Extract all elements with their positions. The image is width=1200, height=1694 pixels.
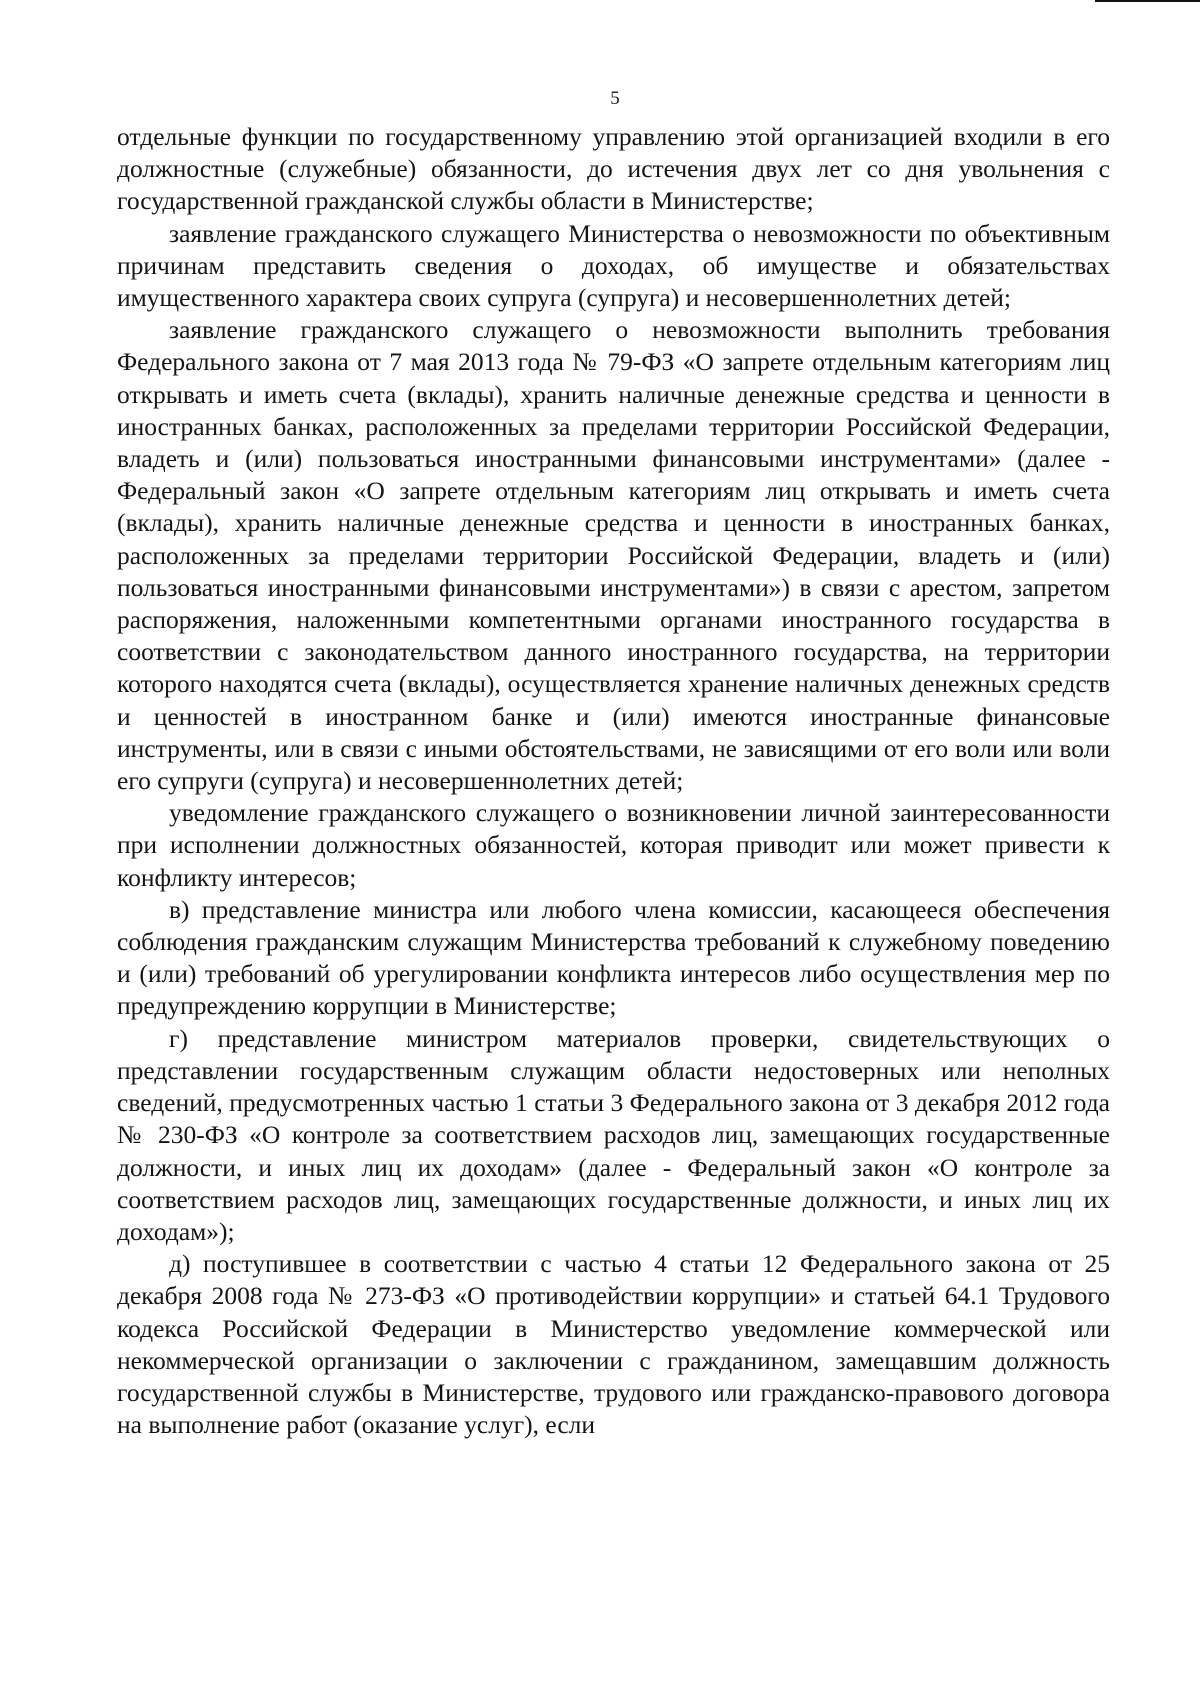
- paragraph-foreign-accounts-statement: заявление гражданского служащего о невозможности выполнить требования Федерального закона от 7 мая 2013 года № 79-ФЗ «О запрете отдельным категориям лиц открывать и иметь счета (вклады), хранить наличные денежные средства и ценности в иностранных банках, расположенных за пределами территории Российской Федерации, владеть и (или) пользоваться иностранными финансовыми инструментами» (далее - Федеральный закон «О запрете отдельным категориям лиц открывать и иметь счета (вклады), хранить наличные денежные средства и ценности в иностранных банках, расположенных за пределами территории Российской Федерации, владеть и (или) пользоваться иностранными финансовыми инструментами») в связи с арестом, запретом распоряжения, наложенными компетентными органами иностранного государства в соответствии с законодательством данного иностранного государства, на территории которого находятся счета (вклады), осуществляется хранение наличных денежных средств и ценностей в иностранном банке и (или) имеются иностранные финансовые инструменты, или в связи с иными обстоятельствами, не зависящими от его воли или воли его супруги (супруга) и несовершеннолетних детей;: [117, 315, 1110, 796]
- paragraph-item-d: д) поступившее в соответствии с частью 4 статьи 12 Федерального закона от 25 декабря 2008 года № 273-ФЗ «О противодействии коррупции» и статьей 64.1 Трудового кодекса Российской Федерации в Министерство уведомление коммерческой или некоммерческой организации о заключении с гражданином, замещавшим должность государственной службы в Министерстве, трудового или гражданско-правового договора на выполнение работ (оказание услуг), если: [117, 1249, 1110, 1440]
- paragraph-item-v: в) представление министра или любого члена комиссии, касающееся обеспечения соблюдения гражданским служащим Министерства требований к служебному поведению и (или) требований об урегулировании конфликта интересов либо осуществления мер по предупреждению коррупции в Министерстве;: [117, 894, 1110, 1021]
- scan-edge-mark: [1095, 0, 1200, 2]
- paragraph-conflict-notification: уведомление гражданского служащего о возникновении личной заинтересованности при исполнении должностных обязанностей, которая приводит или может привести к конфликту интересов;: [117, 798, 1110, 892]
- paragraph-spouse-income-statement: заявление гражданского служащего Министерства о невозможности по объективным причинам представить сведения о доходах, об имуществе и обязательствах имущественного характера своих супруга (супруга) и несовершеннолетних детей;: [117, 218, 1110, 313]
- paragraph-continuation: отдельные функции по государственному управлению этой организацией входили в его должностные (служебные) обязанности, до истечения двух лет со дня увольнения с государственной гражданской службы области в Министерстве;: [117, 122, 1110, 216]
- document-body: [117, 121, 1110, 1441]
- paragraph-item-g: г) представление министром материалов проверки, свидетельствующих о представлении государственным служащим области недостоверных или неполных сведений, предусмотренных частью 1 статьи 3 Федерального закона от 3 декабря 2012 года № 230-ФЗ «О контроле за соответствием расходов лиц, замещающих государственные должности, и иных лиц их доходам» (далее - Федеральный закон «О контроле за соответствием расходов лиц, замещающих государственные должности, и иных лиц их доходам»);: [117, 1023, 1110, 1246]
- page-number: 5: [610, 88, 620, 109]
